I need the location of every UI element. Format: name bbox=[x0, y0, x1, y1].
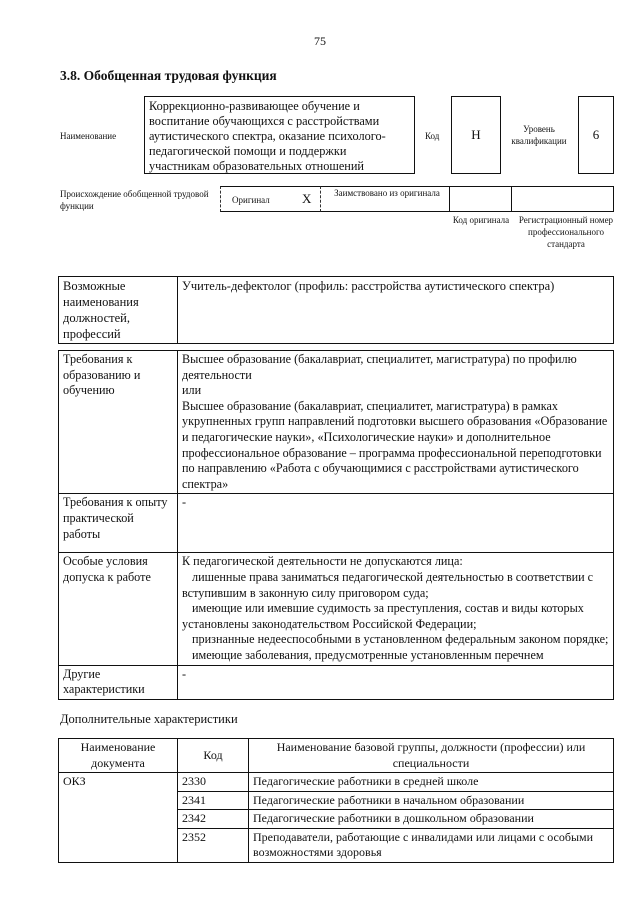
table-row-name: Педагогические работники в дошкольном образовании bbox=[249, 810, 614, 829]
code-label: Код bbox=[425, 131, 440, 141]
table-row-code: 2330 bbox=[178, 773, 249, 792]
table-row-name: Педагогические работники в начальном образовании bbox=[249, 791, 614, 810]
positions-table bbox=[58, 276, 614, 344]
req-other-value: - bbox=[178, 665, 614, 699]
req-education-label: Требования к образованию и обучению bbox=[59, 351, 178, 494]
level-label: Уровень квалификации bbox=[511, 124, 567, 146]
name-value: Коррекционно-развивающее обучение и воспитание обучающихся с расстройствами аутистического спектра, оказание психолого-педагогической помощи и поддержки участникам образовательных отношений bbox=[144, 96, 415, 174]
original-mark: X bbox=[302, 191, 312, 206]
origin-label: Происхождение обобщенной трудовой функции bbox=[60, 189, 209, 211]
origin-row bbox=[220, 186, 614, 212]
reg-number-label: Регистрационный номер профессионального стандарта bbox=[518, 215, 614, 249]
code-value: Н bbox=[451, 96, 501, 174]
name-label: Наименование bbox=[60, 131, 117, 141]
additional-table bbox=[58, 738, 614, 863]
table-row-name: Педагогические работники в средней школе bbox=[249, 773, 614, 792]
table-row-code: 2352 bbox=[178, 828, 249, 862]
page-number: 75 bbox=[314, 34, 326, 48]
section-title: 3.8. Обобщенная трудовая функция bbox=[60, 68, 277, 83]
req-education-value: Высшее образование (бакалавриат, специалитет, магистратура) по профилю деятельности или Высшее образование (бакалавриат, специалитет, магистратура) в рамках укрупненных групп направлений подготовки высшего образования «Образование и педагогические науки», «Психологические науки» и дополнительное профессиональное образование – программа профессиональной переподготовки по направлению «Работа с обучающимися с расстройствами аутистического спектра» bbox=[178, 351, 614, 494]
req-experience-label: Требования к опыту практической работы bbox=[59, 494, 178, 553]
additional-title: Дополнительные характеристики bbox=[60, 712, 238, 726]
requirements-table bbox=[58, 350, 614, 700]
borrowed-label: Заимствовано из оригинала bbox=[334, 188, 440, 198]
req-admission-label: Особые условия допуска к работе bbox=[59, 553, 178, 665]
original-code-label: Код оригинала bbox=[452, 215, 510, 225]
req-experience-value: - bbox=[178, 494, 614, 553]
table-row-code: 2341 bbox=[178, 791, 249, 810]
table-row-name: Преподаватели, работающие с инвалидами или лицами с особыми возможностями здоровья bbox=[249, 828, 614, 862]
positions-value: Учитель-дефектолог (профиль: расстройства аутистического спектра) bbox=[178, 277, 614, 344]
col-code-header: Код bbox=[178, 739, 249, 773]
req-other-label: Другие характеристики bbox=[59, 665, 178, 699]
col-name-header: Наименование базовой группы, должности (профессии) или специальности bbox=[249, 739, 614, 773]
table-row-code: 2342 bbox=[178, 810, 249, 829]
req-admission-value: К педагогической деятельности не допускаются лица: лишенные права заниматься педагогической деятельностью в соответствии с вступившим в законную силу приговором суда; имеющие или имевшие судимость за преступления, состав и виды которых установлены законодательством Российской Федерации; признанные недееспособными в установленном федеральным законом порядке; имеющие заболевания, предусмотренные установленным перечнем bbox=[178, 553, 614, 665]
col-doc-header: Наименование документа bbox=[59, 739, 178, 773]
doc-cell: ОКЗ bbox=[59, 773, 178, 863]
level-value: 6 bbox=[578, 96, 614, 174]
positions-label: Возможные наименования должностей, профессий bbox=[59, 277, 178, 344]
original-label: Оригинал bbox=[232, 195, 270, 205]
